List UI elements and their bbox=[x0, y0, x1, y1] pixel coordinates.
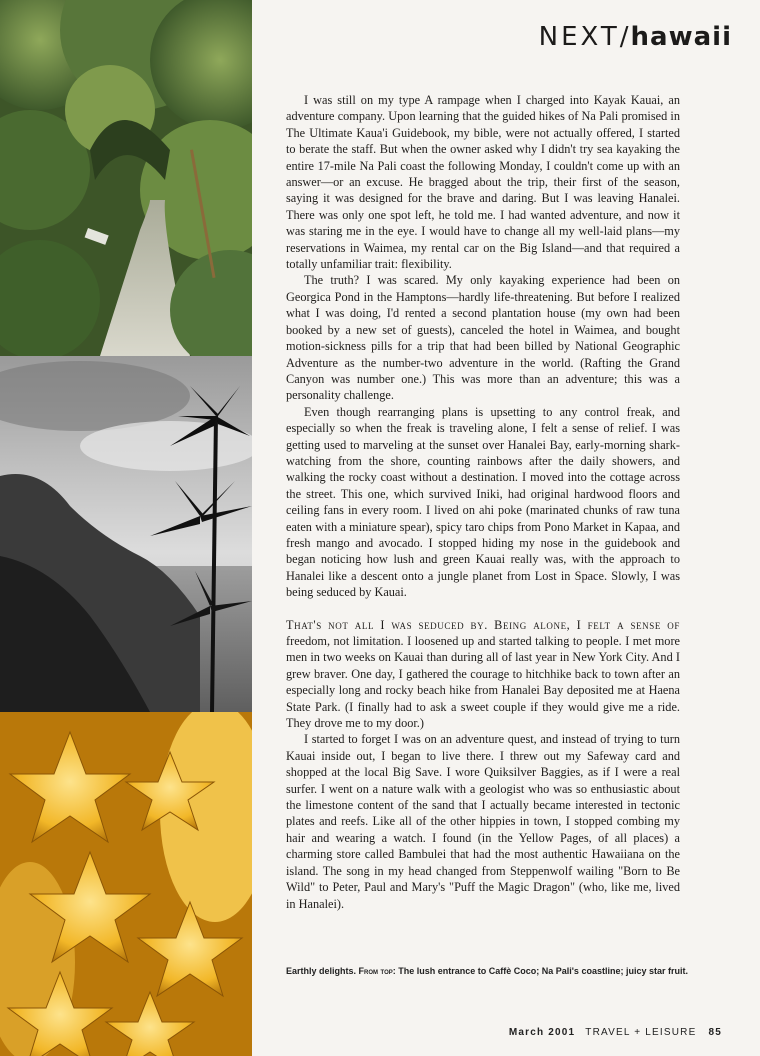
page-number: 85 bbox=[708, 1027, 722, 1038]
page-folio bbox=[509, 1027, 722, 1038]
section-break-lead-in: That's not all I was seduced by. Being alone, I felt a sense of bbox=[286, 617, 680, 632]
photo-na-pali-coast bbox=[0, 356, 252, 712]
section-break-paragraph bbox=[286, 617, 680, 732]
issue-date: March 2001 bbox=[508, 1027, 576, 1038]
photo-caption bbox=[286, 966, 716, 976]
article-paragraph-3: Even though rearranging plans is upsetting to any control freak, and especially so when the freak is traveling alone, I felt a sense of relief. I was getting used to marveling at the sunset over Hanalei Bay, early-morning shark-watching from the shore, counting rainbows after the daily showers, and walking the rocky coast without a destination. I moved into the cottage across the street. This one, which survived Iniki, had original hardwood floors and ceiling fans in every room. I lived on ahi poke (marinated chunks of raw tuna eaten with a miniature spear), spicy taro chips from Pono Market in Kapaa, and fresh mango and avocado. I stopped hiding my nose in the guidebook and began noticing how lush and green Kauai really was, with the approach to Hanalei like a descent onto a jungle planet from Lost in Space. Slowly, I was being seduced by Kauai. bbox=[286, 404, 680, 600]
fruit-photo-art bbox=[0, 712, 252, 1056]
article-paragraph-2: The truth? I was scared. My only kayaking experience had been on Georgica Pond in the Hamptons—hardly life-threatening. But before I realized what I was doing, I'd rented a second plantation house (my own had been booked by a new set of guests), canceled the hotel in Waimea, and bought motion-sickness pills for a trip that had been billed by National Geographic Adventure as the number-two adventure in the world. (Rafting the Grand Canyon was number one.) This was more than an adventure; this was a personality challenge. bbox=[286, 273, 680, 403]
article-body bbox=[286, 92, 680, 912]
article-paragraph-1: I was still on my type A rampage when I charged into Kayak Kauai, an adventure company. Upon learning that the guided hikes of Na Pali promised in The Ultimate Kaua'i Guidebook, my bible, were not actually offered, I started to berate the staff. But when the owner asked why I didn't try sea kayaking the entire 17-mile Na Pali coast the following Monday, I couldn't come up with an answer—or an excuse. He bragged about the trip, their first of the season, saying it was designed for the brave and daring. But I was leaving Hanalei. There was only one spot left, he told me. I had wanted adventure, and now it was staring me in the eye. I would have to change all my well-laid plans—my reservations in Waimea, my rental car on the Big Island—and that required a totally unfamiliar trait: flexibility. bbox=[286, 93, 680, 272]
photo-column bbox=[0, 0, 252, 1056]
garden-photo-art bbox=[0, 0, 252, 356]
coast-photo-art bbox=[0, 356, 252, 712]
section-separator: / bbox=[619, 22, 631, 52]
section-break-text: freedom, not limitation. I loosened up and started talking to people. I met more men in two weeks on Kauai than during all of last year in New York City. And I grew braver. One day, I gathered the courage to hitchhike back to town after an especially long and rocky beach hike from Hanalei Bay deposited me at Haena State Park. (I finally had to ask a sweet couple if they would give me a ride. They drove me to my door.) bbox=[286, 634, 680, 731]
photo-garden-entrance bbox=[0, 0, 252, 356]
caption-text: The lush entrance to Caffè Coco; Na Pali's coastline; juicy star fruit. bbox=[398, 966, 688, 976]
caption-title: Earthly delights. bbox=[286, 966, 357, 976]
section-masthead bbox=[539, 22, 732, 52]
photo-star-fruit bbox=[0, 712, 252, 1056]
publication-name: TRAVEL + LEISURE bbox=[585, 1027, 697, 1038]
destination-label: hawaii bbox=[630, 22, 732, 52]
caption-from-label: From top: bbox=[358, 966, 396, 976]
article-paragraph-closing: I started to forget I was on an adventure quest, and instead of trying to turn Kauai inside out, I began to live there. I threw out my Safeway card and shopped at the local Big Save. I wore Quiksilver Baggies, as if I were a real surfer. I went on a nature walk with a geologist who was so enthusiastic about the limestone content of the sand that I actually became interested in tectonic plates and reefs. Like all of the other hippies in town, I stopped combing my hair and wearing a watch. I found (in the Yellow Pages, of all places) a charming store called Bambulei that had the most authentic Hawaiiana on the island. The song in my head changed from Steppenwolf wailing "Born to Be Wild" to Peter, Paul and Mary's "Puff the Magic Dragon" (who, like me, lived in Hanalei). bbox=[286, 732, 680, 911]
section-label: NEXT bbox=[538, 22, 620, 52]
